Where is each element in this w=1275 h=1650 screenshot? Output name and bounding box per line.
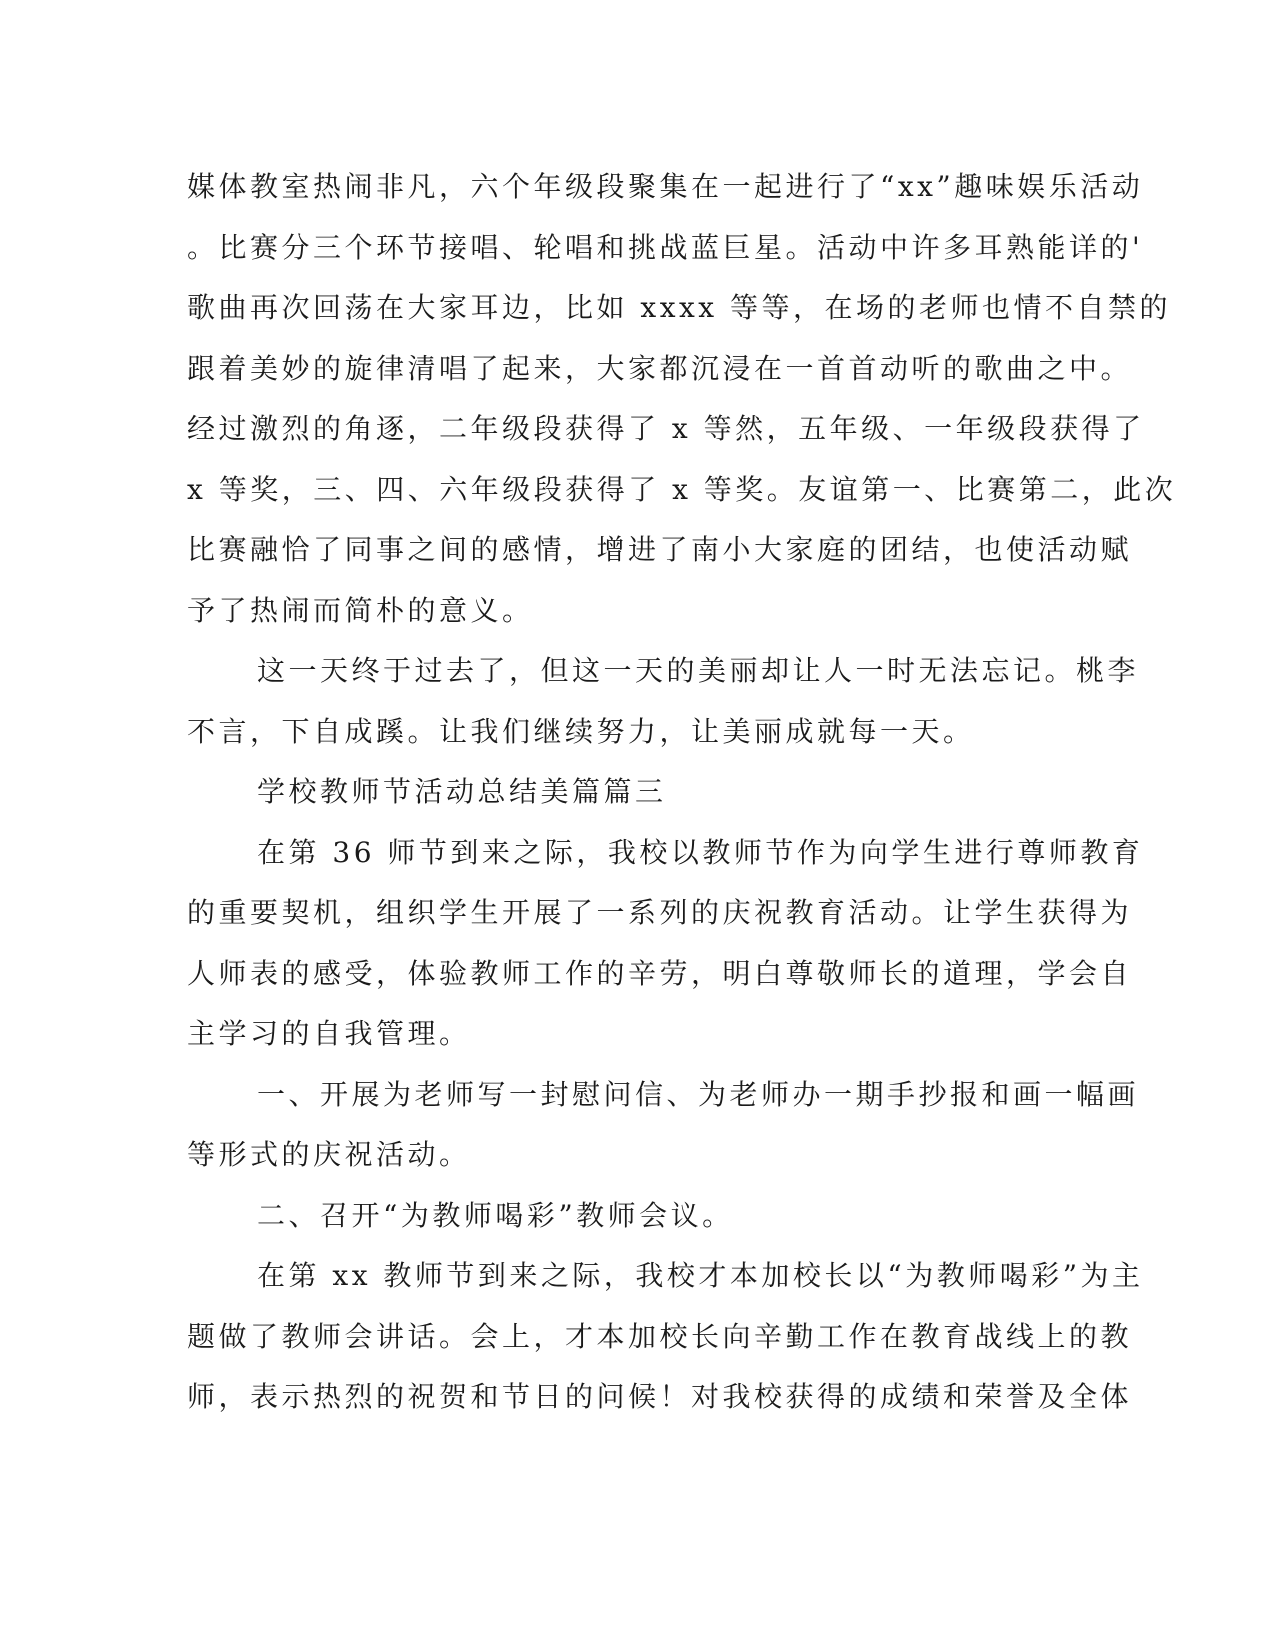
paragraph-start-line: 在第 xx 教师节到来之际，我校才本加校长以“为教师喝彩”为主 bbox=[257, 1259, 1144, 1292]
text-line: 师，表示热烈的祝贺和节日的问候！对我校获得的成绩和荣誉及全体 bbox=[187, 1380, 1133, 1413]
section-heading: 学校教师节活动总结美篇篇三 bbox=[257, 775, 667, 808]
list-item-one: 一、开展为老师写一封慰问信、为老师办一期手抄报和画一幅画 bbox=[257, 1077, 1140, 1111]
text-line: x 等奖，三、四、六年级段获得了 x 等奖。友谊第一、比赛第二，此次 bbox=[187, 472, 1177, 506]
text-line: 人师表的感受，体验教师工作的辛劳，明白尊敬师长的道理，学会自 bbox=[187, 956, 1133, 990]
text-line: 媒体教室热闹非凡，六个年级段聚集在一起进行了“xx”趣味娱乐活动 bbox=[187, 170, 1144, 203]
document-body bbox=[187, 157, 1177, 1428]
text-line: 予了热闹而简朴的意义。 bbox=[187, 593, 534, 627]
text-line: 比赛融恰了同事之间的感情，增进了南小大家庭的团结，也使活动赋 bbox=[187, 533, 1133, 566]
text-line: 题做了教师会讲话。会上，才本加校长向辛勤工作在教育战线上的教 bbox=[187, 1319, 1133, 1353]
paragraph-start-line: 这一天终于过去了，但这一天的美丽却让人一时无法忘记。桃李 bbox=[257, 654, 1140, 687]
text-line: 的重要契机，组织学生开展了一系列的庆祝教育活动。让学生获得为 bbox=[187, 896, 1133, 929]
text-line: 经过激烈的角逐，二年级段获得了 x 等然，五年级、一年级段获得了 bbox=[187, 412, 1145, 445]
text-line: 跟着美妙的旋律清唱了起来，大家都沉浸在一首首动听的歌曲之中。 bbox=[187, 351, 1133, 385]
text-line: 等形式的庆祝活动。 bbox=[187, 1138, 471, 1171]
list-item-two: 二、召开“为教师喝彩”教师会议。 bbox=[257, 1198, 734, 1232]
text-line: 不言，下自成蹊。让我们继续努力，让美丽成就每一天。 bbox=[187, 714, 975, 748]
text-line: 。比赛分三个环节接唱、轮唱和挑战蓝巨星。活动中许多耳熟能详的' bbox=[187, 230, 1144, 264]
paragraph-start-line: 在第 36 师节到来之际，我校以教师节作为向学生进行尊师教育 bbox=[257, 835, 1144, 869]
text-line: 主学习的自我管理。 bbox=[187, 1017, 471, 1050]
text-line: 歌曲再次回荡在大家耳边，比如 xxxx 等等，在场的老师也情不自禁的 bbox=[187, 291, 1171, 324]
